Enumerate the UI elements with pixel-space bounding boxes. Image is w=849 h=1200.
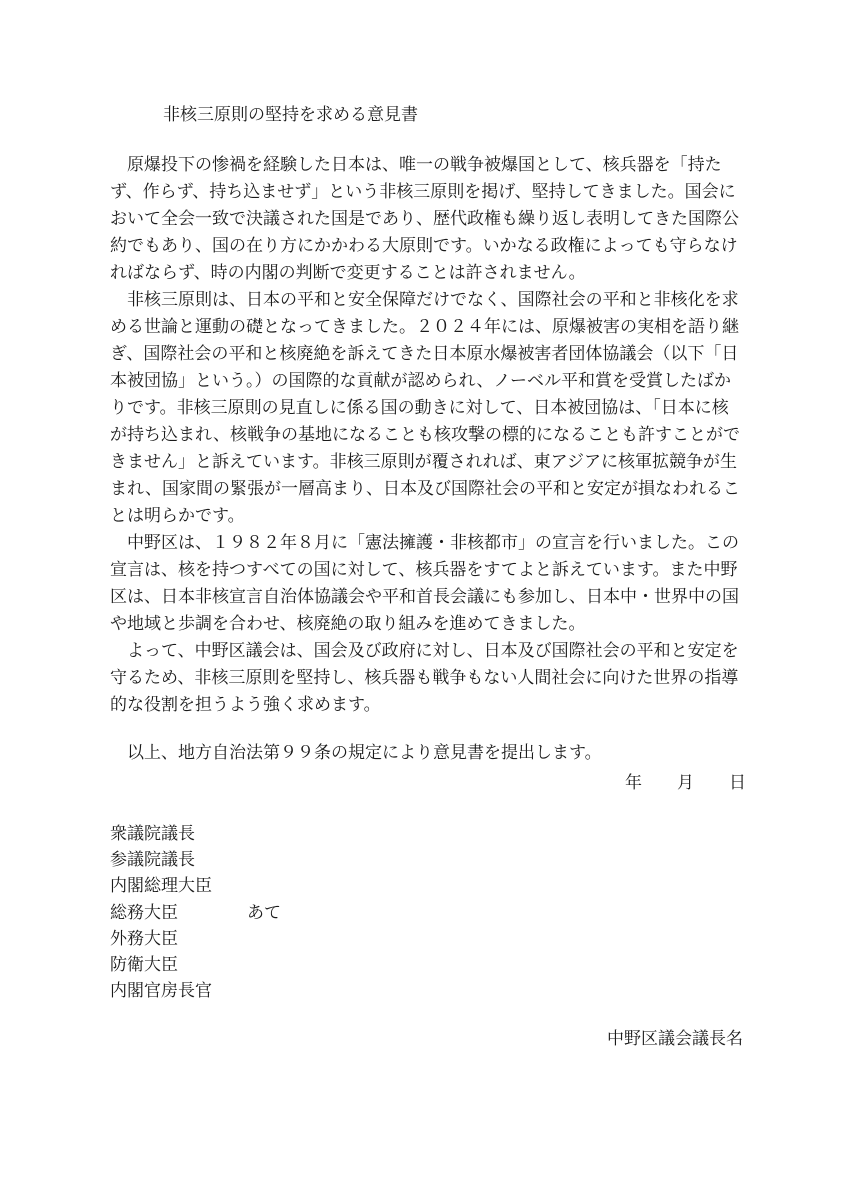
body-line: 守るため、非核三原則を堅持し、核兵器も戦争もない人間社会に向けた世界の指導 [110, 668, 739, 688]
body-line: 区は、日本非核宣言自治体協議会や平和首長会議にも参加し、日本中・世界中の国 [110, 587, 739, 607]
body-line: ぎ、国際社会の平和と核廃絶を訴えてきた日本原水爆被害者団体協議会（以下「日 [110, 344, 739, 364]
body-line: 約でもあり、国の在り方にかかわる大原則です。いかなる政権によっても守らなけ [110, 236, 738, 256]
body-line: まれ、国家間の緊張が一層高まり、日本及び国際社会の平和と安定が損なわれるこ [110, 479, 741, 499]
date-year-label: 年 [625, 773, 642, 793]
body-line: 中野区は、１９８２年８月に「憲法擁護・非核都市」の宣言を行いました。この [110, 533, 739, 553]
recipient: 内閣官房長官 [110, 981, 212, 1001]
body-line: が持ち込まれ、核戦争の基地になることも核攻撃の標的になることも許すことがで [110, 425, 741, 445]
closing-statement: 以上、地方自治法第９９条の規定により意見書を提出します。 [110, 743, 602, 763]
recipient: 防衛大臣 [110, 955, 178, 975]
body-line: 的な役割を担うよう強く求めます。 [110, 695, 381, 715]
body-line: ず、作らず、持ち込ませず」という非核三原則を掲げ、堅持してきました。国会に [110, 182, 736, 202]
body-line: や地域と歩調を合わせ、核廃絶の取り組みを進めてきました。 [110, 614, 586, 634]
body-line: よって、中野区議会は、国会及び政府に対し、日本及び国際社会の平和と安定を [110, 641, 739, 661]
body-line: める世論と運動の礎となってきました。２０２４年には、原爆被害の実相を語り継 [110, 317, 739, 337]
body-line: ればならず、時の内閣の判断で変更することは許されません。 [110, 263, 586, 283]
sender-name: 中野区議会議長名 [607, 1029, 743, 1049]
recipient: 総務大臣 [110, 903, 178, 923]
body-line: 宣言は、核を持つすべての国に対して、核兵器をすてよと訴えています。また中野 [110, 560, 738, 580]
body-line: りです。非核三原則の見直しに係る国の動きに対して、日本被団協は、「日本に核 [110, 398, 729, 418]
recipient: 外務大臣 [110, 929, 178, 949]
document-title: 非核三原則の堅持を求める意見書 [163, 105, 418, 125]
body-line: 非核三原則は、日本の平和と安全保障だけでなく、国際社会の平和と非核化を求 [110, 290, 739, 310]
body-line: 本被団協」という。）の国際的な貢献が認められ、ノーベル平和賞を受賞したばか [110, 371, 732, 391]
date-day-label: 日 [729, 773, 746, 793]
recipient: 衆議院議長 [110, 824, 195, 844]
body-line: 原爆投下の惨禍を経験した日本は、唯一の戦争被爆国として、核兵器を「持た [110, 155, 722, 175]
recipient: 参議院議長 [110, 850, 195, 870]
body-line: おいて全会一致で決議された国是であり、歴代政権も繰り返し表明してきた国際公 [110, 209, 739, 229]
body-line: きません」と訴えています。非核三原則が覆されれば、東アジアに核軍拡競争が生 [110, 452, 737, 472]
recipient: 内閣総理大臣 [110, 876, 212, 896]
addressed-to-label: あて [247, 903, 281, 923]
date-month-label: 月 [677, 773, 694, 793]
body-line: とは明らかです。 [110, 506, 245, 526]
